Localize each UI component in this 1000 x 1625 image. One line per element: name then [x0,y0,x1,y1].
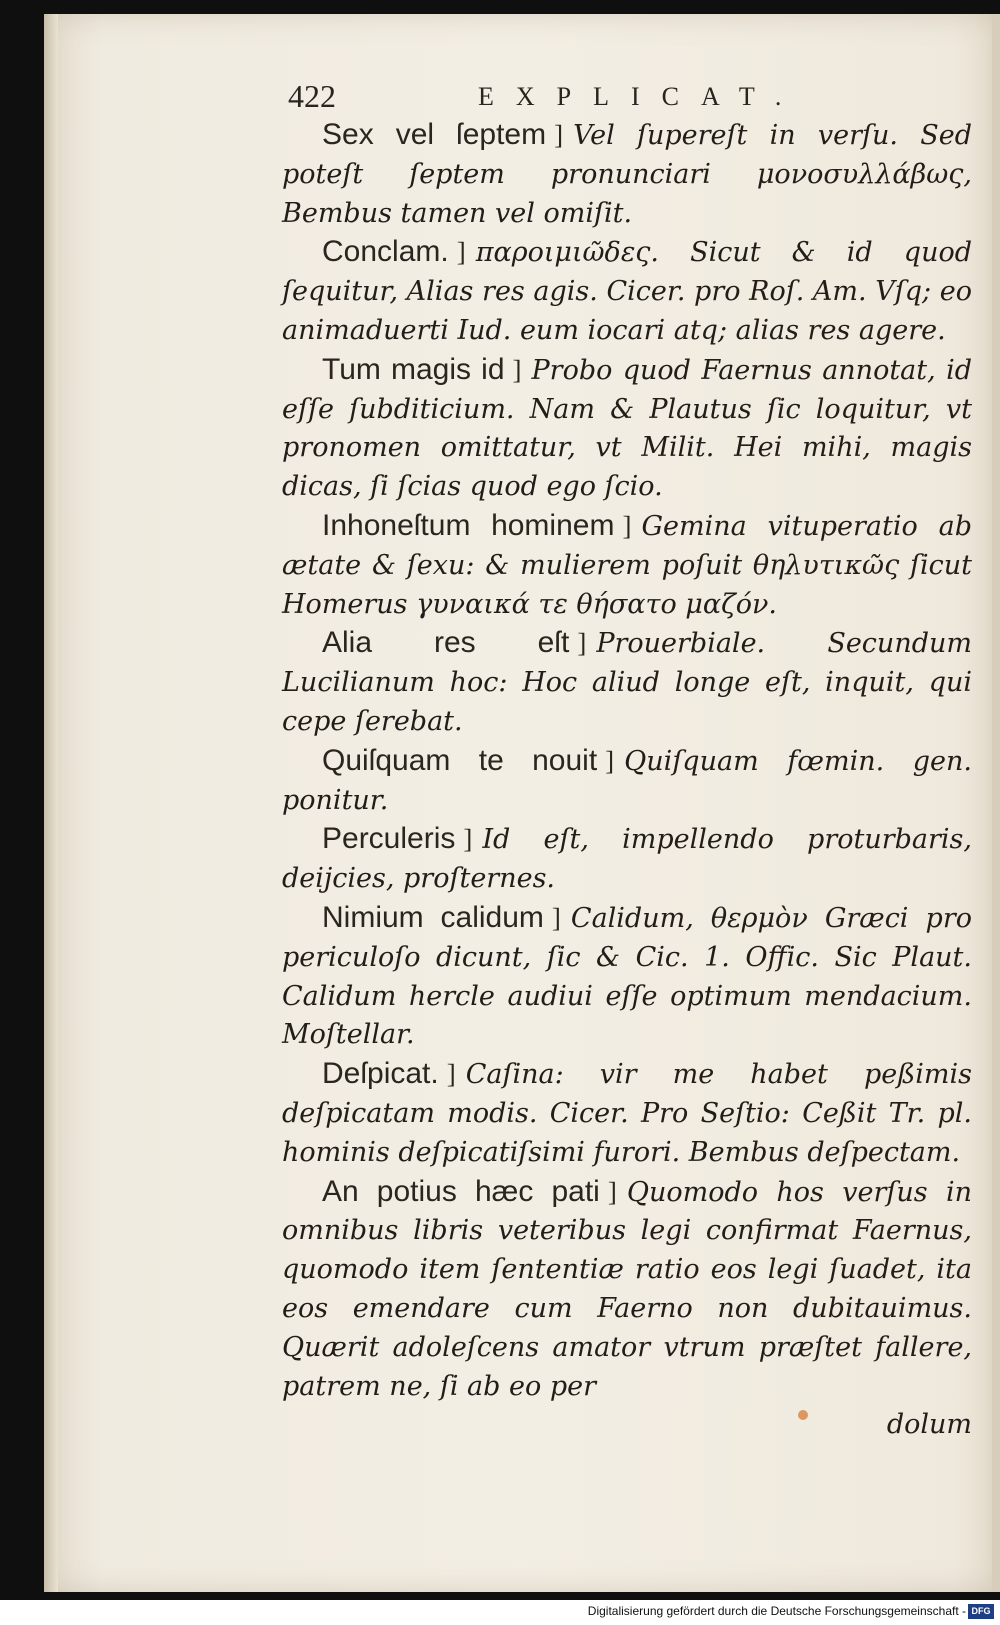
commentary-entry [282,116,972,233]
bracket: ] [607,1176,617,1207]
commentary-entry [282,624,972,741]
gloss: Quomodo hos verſus in omnibus libris veteribus legi confirmat Faernus, quomodo item ſententiæ ratio eos legi ſuadet, ita eos emendare cum Faerno non dubitauimus. Quærit adoleſcens amator vtrum præſtet fallere, patrem ne, ſi ab eo per [282,1176,972,1402]
lemma: Sex vel ſeptem [322,118,547,151]
commentary-entry [282,1055,972,1172]
lemma: Conclam. [322,235,449,269]
catchword: dolum [886,1409,972,1441]
bracket: ] [463,824,473,855]
gloss: Id eſt, impellendo proturbaris, deijcies, proſternes. [282,824,972,895]
lemma: Perculeris [322,822,456,856]
lemma: An potius hæc pati [322,1174,600,1208]
commentary-entry [282,507,972,624]
bracket: ] [456,237,466,268]
commentary-entry [282,351,972,507]
bracket: ] [622,510,632,541]
gloss: Vel ſupereſt in verſu. Sed poteſt ſeptem pronunciari μονοσυλλάβως, Bembus tamen vel omiſit. [282,120,972,229]
commentary-entry [282,1173,972,1407]
gloss: Quiſquam fœmin. gen. ponitur. [282,745,972,816]
gloss: Gemina vituperatio ab ætate & ſexu: & mulierem poſuit θηλυτικῶς ſicut Homerus γυναικά τε θήσατο μαζόν. [282,510,972,620]
running-title: EXPLICAT. [478,82,804,111]
running-head [288,78,848,118]
bracket: ] [605,745,615,776]
gloss: Probo quod Faernus annotat, id eſſe ſubditicium. Nam & Plautus ſic loquitur, vt pronomen omittatur, vt Milit. Hei mihi, magis dicas, ſi ſcias quod ego ſcio. [282,354,972,503]
commentary-entry [282,742,972,821]
commentary-entry [282,820,972,899]
commentary-entry [282,899,972,1055]
bracket: ] [554,120,564,150]
commentary-text [282,116,972,1444]
gloss: Caſina: vir me habet peßimis deſpicatam modis. Cicer. Pro Seſtio: Ceßit Tr. pl. hominis deſpicatiſsimi furori. Bembus deſpectam. [282,1059,972,1168]
bracket: ] [577,628,587,659]
lemma: Nimium calidum [322,900,544,934]
commentary-entry [282,233,972,350]
ink-stain [798,1410,808,1420]
funding-credit: Digitalisierung gefördert durch die Deutsche Forschungsgemeinschaft - [587,1604,966,1618]
dfg-logo-icon: DFG [968,1604,994,1619]
lemma: Inhoneſtum hominem [322,508,615,542]
gloss: Calidum, θερμὸν Græci pro periculoſo dicunt, ſic & Cic. 1. Offic. Sic Plaut. Calidum hercle audiui eſſe optimum mendacium. Moſtellar. [282,902,972,1051]
lemma: Tum magis id [322,352,505,386]
digitization-footer [0,1600,1000,1625]
gloss: Prouerbiale. Secundum Lucilianum hoc: Hoc aliud longe eſt, inquit, qui cepe ſerebat. [282,628,972,737]
bracket: ] [512,354,522,385]
lemma: Alia res eſt [322,626,570,660]
page-right-edge [992,14,1000,1592]
bracket: ] [551,902,561,933]
page-number: 422 [288,78,336,114]
bracket: ] [446,1059,456,1090]
lemma: Quiſquam te nouit [322,743,598,777]
page-gutter [44,14,58,1592]
gloss: παροιμιῶδες. Sicut & id quod ſequitur, Alias res agis. Cicer. pro Roſ. Am. Vſq; eo animaduerti Iud. eum iocari atq; alias res agere. [282,237,972,346]
lemma: Deſpicat. [322,1057,439,1091]
